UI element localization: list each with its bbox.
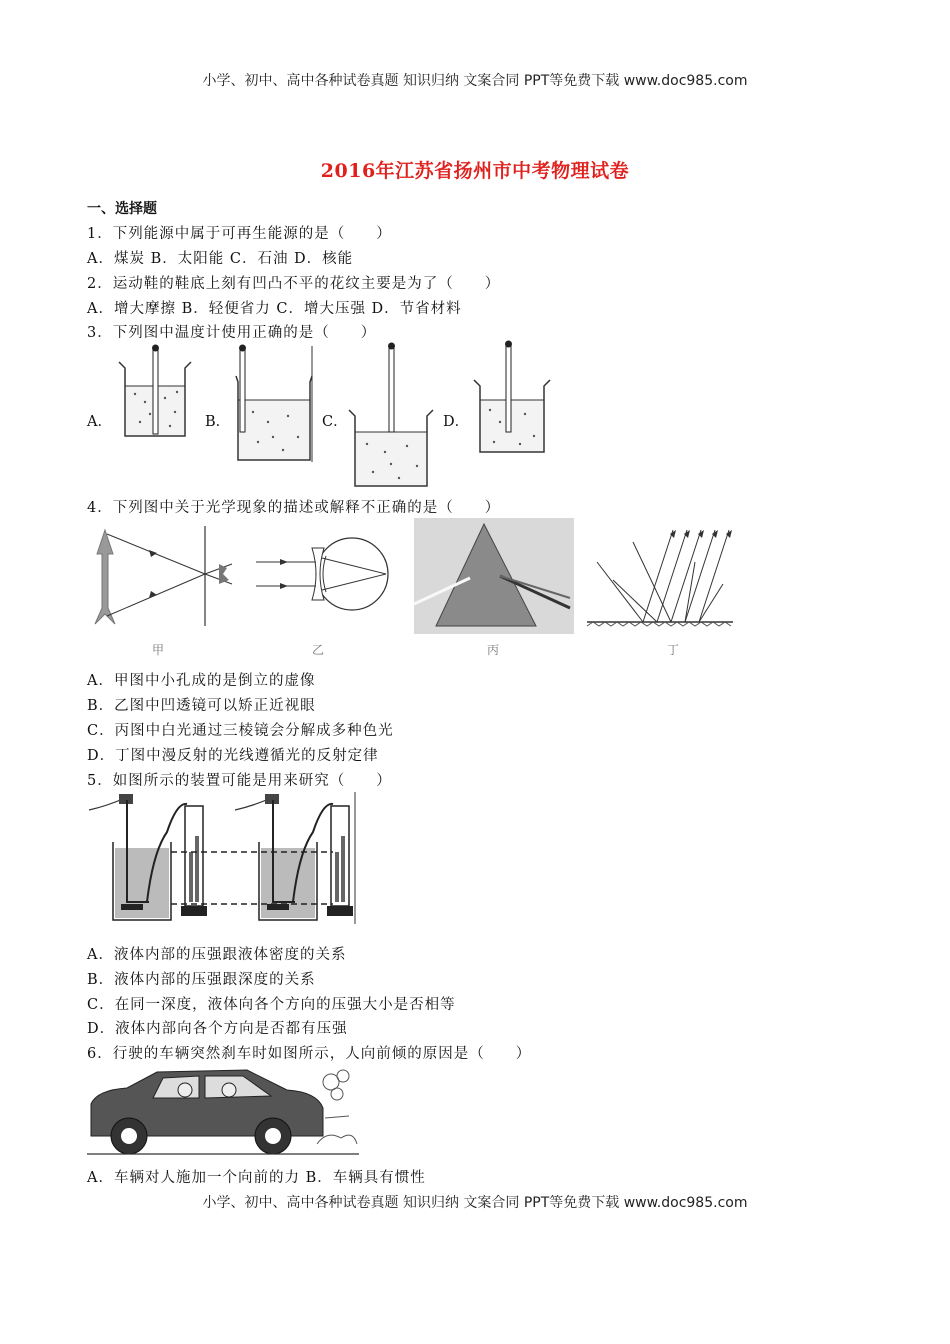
q1-stem: 1．下列能源中属于可再生能源的是（ ） [87, 226, 392, 242]
q4-caption-jia: 甲 [152, 643, 165, 657]
q4-option-c: C．丙图中白光通过三棱镜会分解成多种色光 [87, 723, 394, 739]
q6-figure [87, 1064, 362, 1160]
q5-figure [87, 792, 362, 928]
q3-figure-c [345, 340, 437, 490]
q4-stem: 4．下列图中关于光学现象的描述或解释不正确的是（ ） [87, 500, 501, 516]
q6-options: A．车辆对人施加一个向前的力 B．车辆具有惯性 [87, 1170, 426, 1186]
q4-option-a: A．甲图中小孔成的是倒立的虚像 [87, 673, 316, 689]
page-header: 小学、初中、高中各种试卷真题 知识归纳 文案合同 PPT等免费下载 www.doc985.com [202, 73, 748, 89]
q5-option-b: B．液体内部的压强跟深度的关系 [87, 972, 316, 988]
q1-options: A．煤炭 B．太阳能 C．石油 D．核能 [87, 251, 354, 267]
section-heading: 一、选择题 [87, 201, 157, 217]
q4-caption-bing: 丙 [487, 643, 500, 657]
q4-caption-yi: 乙 [312, 643, 325, 657]
q3-figure-d [470, 338, 554, 456]
page-footer: 小学、初中、高中各种试卷真题 知识归纳 文案合同 PPT等免费下载 www.doc985.com [202, 1195, 748, 1211]
q5-stem: 5．如图所示的装置可能是用来研究（ ） [87, 773, 392, 789]
q3-label-b: B． [205, 414, 231, 430]
q6-stem: 6．行驶的车辆突然刹车时如图所示，人向前倾的原因是（ ） [87, 1046, 532, 1062]
q2-options: A．增大摩擦 B．轻便省力 C．增大压强 D．节省材料 [87, 301, 462, 317]
q5-option-d: D．液体内部向各个方向是否都有压强 [87, 1021, 348, 1037]
q4-figure-yi [250, 526, 400, 621]
q3-stem: 3．下列图中温度计使用正确的是（ ） [87, 325, 377, 341]
q5-option-c: C．在同一深度，液体向各个方向的压强大小是否相等 [87, 997, 456, 1013]
q5-option-a: A．液体内部的压强跟液体密度的关系 [87, 947, 347, 963]
page-title: 2016年江苏省扬州市中考物理试卷 [320, 160, 630, 182]
q3-label-a: A． [87, 414, 112, 430]
q4-option-b: B．乙图中凹透镜可以矫正近视眼 [87, 698, 316, 714]
q3-label-d: D． [443, 414, 470, 430]
q4-caption-ding: 丁 [667, 643, 680, 657]
q4-figure-jia [87, 520, 237, 630]
q4-option-d: D．丁图中漫反射的光线遵循光的反射定律 [87, 748, 379, 764]
q2-stem: 2．运动鞋的鞋底上刻有凹凸不平的花纹主要是为了（ ） [87, 276, 501, 292]
q4-figure-ding [583, 522, 743, 634]
q4-figure-bing [414, 518, 574, 634]
q3-label-c: C． [322, 414, 348, 430]
q3-figure-b [228, 342, 318, 464]
q3-figure-a [115, 342, 195, 442]
